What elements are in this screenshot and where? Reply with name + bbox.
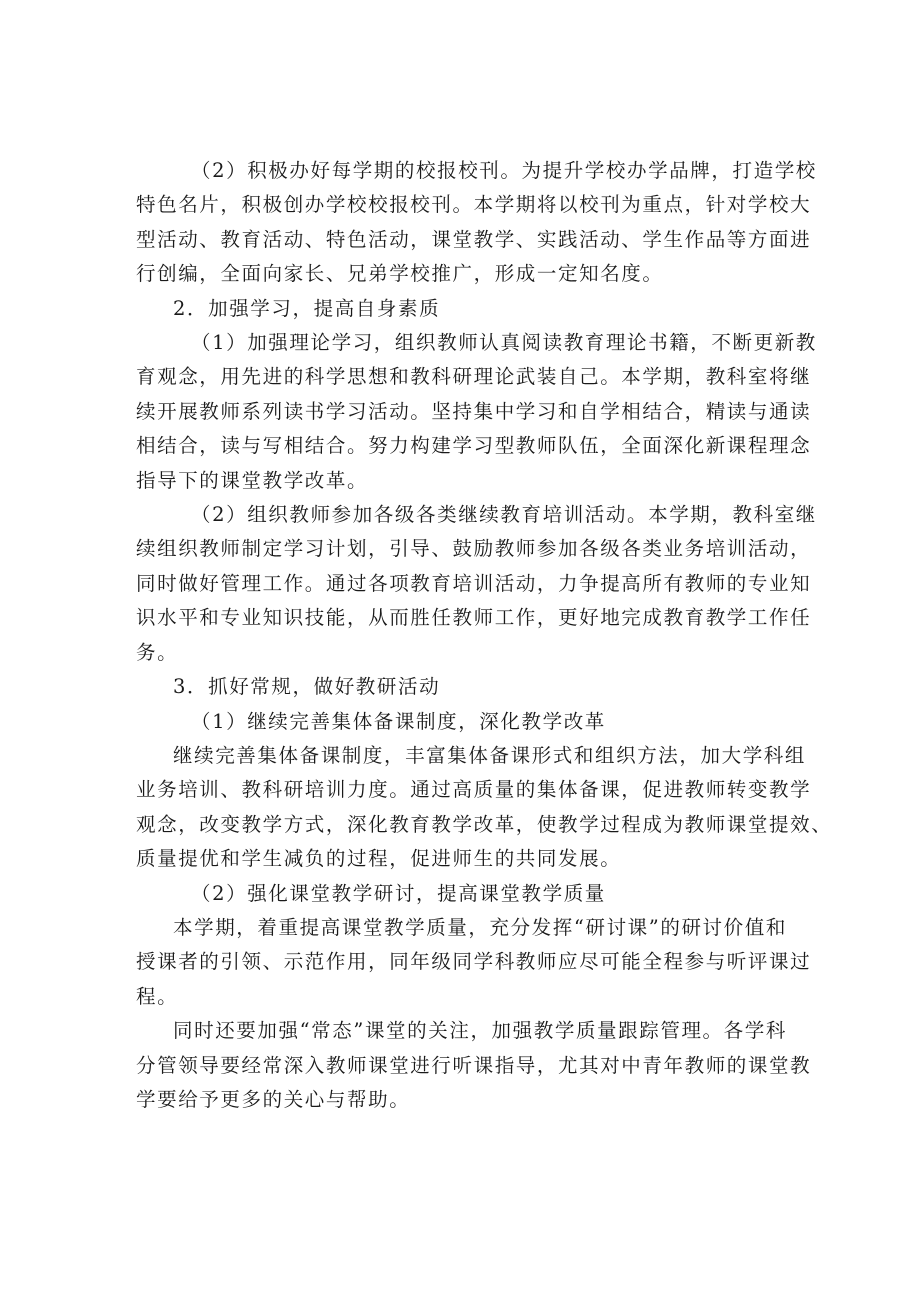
text-line: 程。 [136,984,179,1008]
text-line: 质量提优和学生减负的过程，促进师生的共同发展。 [136,847,622,871]
text-line: 相结合，读与写相结合。努力构建学习型教师队伍，全面深化新课程理念 [136,434,812,458]
text-line: 识水平和专业知识技能，从而胜任教师工作，更好地完成教育教学工作任 [136,606,812,630]
paragraph-p5 [136,911,812,1014]
text-line: 2．加强学习，提高自身素质 [173,296,441,320]
text-line: （2）积极办好每学期的校报校刊。为提升学校办学品牌，打造学校 [191,159,817,182]
text-line: （1）加强理论学习，组织教师认真阅读教育理论书籍，不断更新教 [191,331,817,355]
text-line: 本学期，着重提高课堂教学质量，充分发挥“研讨课”的研讨价值和 [173,915,787,939]
text-line: 授课者的引领、示范作用，同年级同学科教师应尽可能全程参与听评课过 [136,950,812,974]
text-line: 务。 [136,640,179,664]
text-line: 观念，改变教学方式，深化教育教学改革，使教学过程成为教师课堂提效、 [136,812,833,836]
text-line: 3．抓好常规，做好教研活动 [173,675,441,699]
text-line: 续开展教师系列读书学习活动。坚持集中学习和自学相结合，精读与通读 [136,399,812,423]
text-line: 分管领导要经常深入教师课堂进行听课指导，尤其对中青年教师的课堂教 [136,1053,812,1077]
text-line: 指导下的课堂教学改革。 [136,468,369,492]
paragraph-p6 [136,1014,812,1117]
text-line: 继续完善集体备课制度，丰富集体备课形式和组织方法，加大学科组 [173,743,807,767]
text-line: 特色名片，积极创办学校校报校刊。本学期将以校刊为重点，针对学校大 [136,193,812,217]
paragraph-p4 [136,739,833,877]
text-line: 同时做好管理工作。通过各项教育培训活动，力争提高所有教师的专业知 [136,571,812,595]
document-page [136,154,833,1117]
text-line: （1）继续完善集体备课制度，深化教学改革 [191,709,606,733]
text-line: 型活动、教育活动、特色活动，课堂教学、实践活动、学生作品等方面进 [136,227,812,251]
text-line: 同时还要加强“常态”课堂的关注，加强教学质量跟踪管理。各学科 [173,1019,787,1043]
text-line: 学要给予更多的关心与帮助。 [136,1087,411,1111]
text-line: 续组织教师制定学习计划，引导、鼓励教师参加各级各类业务培训活动， [136,537,812,561]
text-line: （2）组织教师参加各级各类继续教育培训活动。本学期，教科室继 [191,503,817,527]
text-line: 育观念，用先进的科学思想和教科研理论武装自己。本学期，教科室将继 [136,365,812,389]
paragraph-h3-2 [136,877,796,911]
paragraph-p2 [136,326,817,498]
paragraph-h3 [136,670,796,704]
paragraph-h2 [136,292,796,326]
paragraph-h3-1 [136,705,796,739]
text-line: （2）强化课堂教学研讨，提高课堂教学质量 [191,881,606,905]
text-line: 业务培训、教科研培训力度。通过高质量的集体备课，促进教师转变教学 [136,778,812,802]
text-line: 行创编，全面向家长、兄弟学校推广，形成一定知名度。 [136,262,664,286]
paragraph-p1 [136,154,817,292]
paragraph-p3 [136,498,817,670]
